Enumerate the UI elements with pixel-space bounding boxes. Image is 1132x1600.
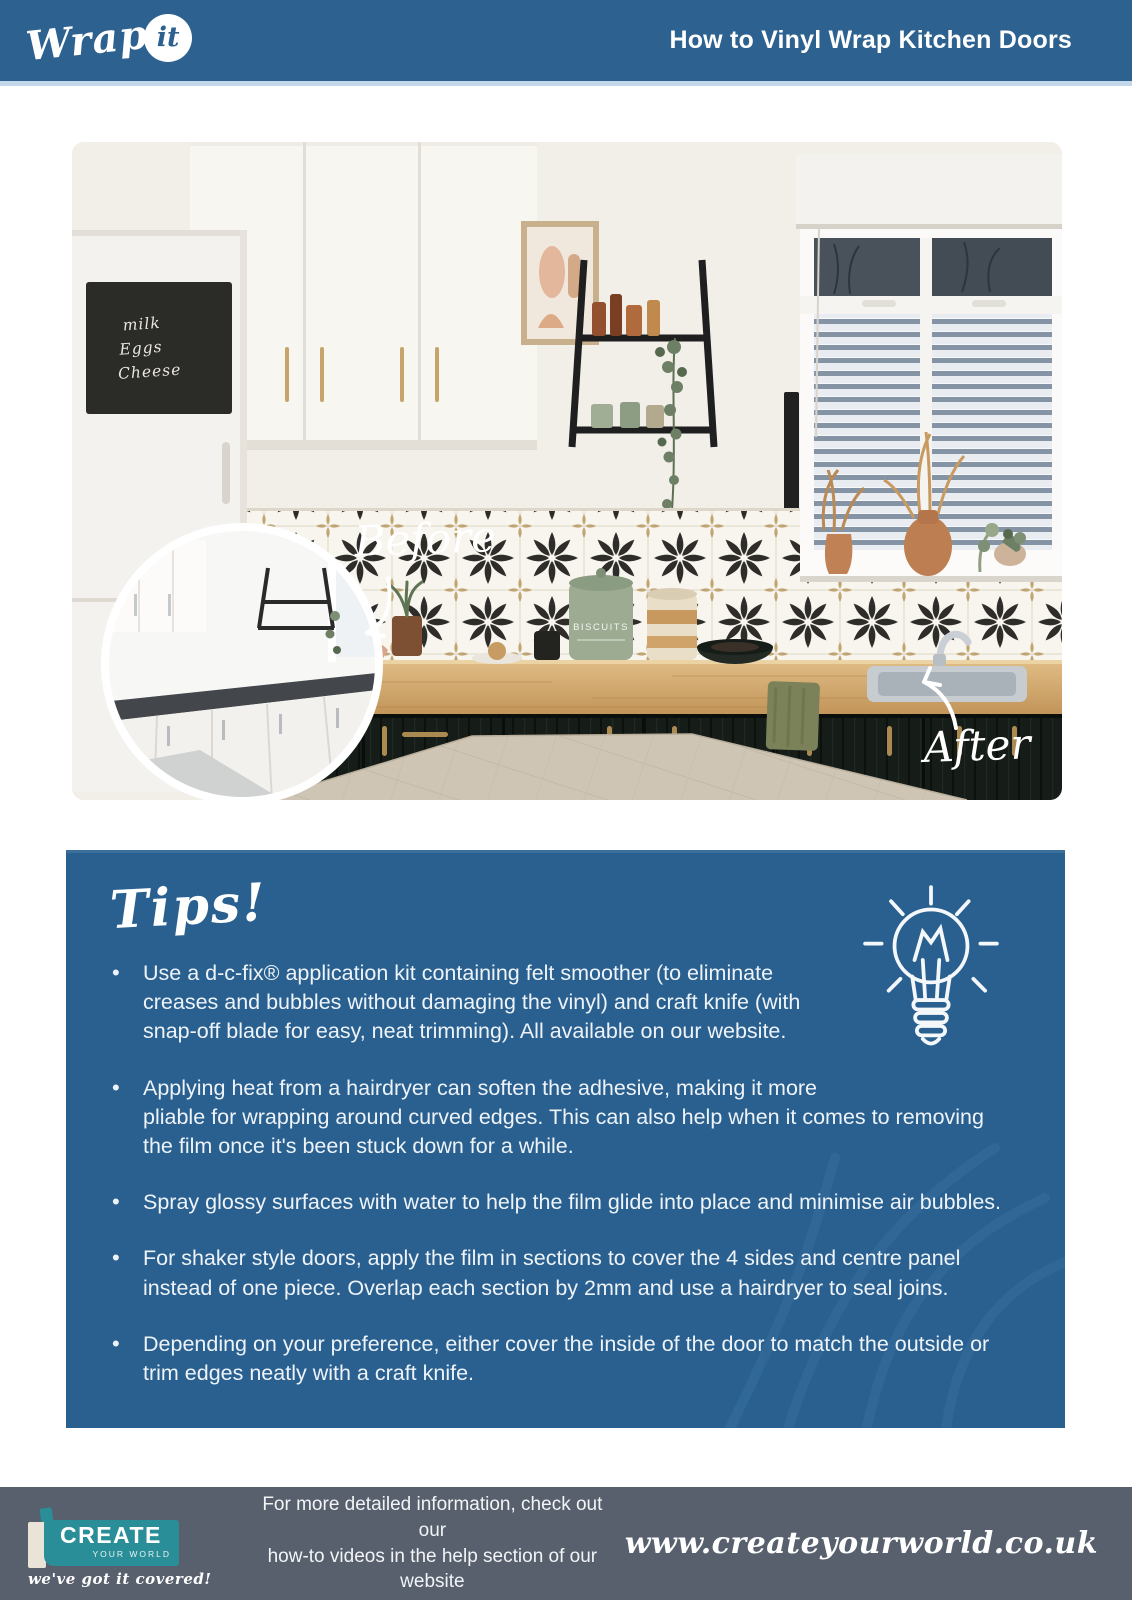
- chalkboard-line: Eggs: [118, 337, 164, 359]
- footer-info-line2: how-to videos in the help section of our website: [267, 1545, 598, 1593]
- wrapit-logo-badge: it: [144, 14, 192, 62]
- biscuit-tin-label: BISCUITS: [573, 622, 629, 633]
- wrapit-logo-word: Wrap: [23, 10, 151, 71]
- kitchen-photo: [72, 142, 1062, 800]
- tip-item: • Use a d-c-fix® application kit containing felt smoother (to eliminate creases and bubbles without damaging the vinyl) and craft knife (with snap-off blade for easy, neat trimming). All available on our website.: [110, 959, 1013, 1047]
- create-your-world-logo: [28, 1496, 240, 1592]
- chalkboard-line: milk: [122, 313, 162, 335]
- chalkboard-line: Cheese: [117, 360, 182, 383]
- tip-item: • For shaker style doors, apply the film in sections to cover the 4 sides and centre panel instead of one piece. Overlap each section by 2mm and use a hairdryer to seal joins.: [110, 1244, 1013, 1302]
- footer-bar: [0, 1487, 1132, 1600]
- tip-item: • Spray glossy surfaces with water to help the film glide into place and minimise air bubbles.: [110, 1188, 1013, 1217]
- striped-canister: [647, 588, 697, 660]
- logo-subtitle: YOUR WORLD: [92, 1548, 171, 1559]
- tips-list: [110, 959, 1037, 1389]
- after-label: After: [922, 719, 1032, 772]
- tips-panel: [66, 850, 1065, 1428]
- logo-box: [44, 1520, 179, 1566]
- roller-blind: [796, 154, 1062, 228]
- page-title: How to Vinyl Wrap Kitchen Doors: [669, 26, 1072, 54]
- footer-info-line1: For more detailed information, check out our: [262, 1494, 603, 1541]
- kitchen-photo-art: [72, 142, 1062, 800]
- towel: [766, 681, 820, 751]
- before-label: Before: [353, 512, 497, 566]
- header-bar: [0, 0, 1132, 86]
- wrapit-logo: [23, 10, 192, 71]
- logo-name: CREATE: [60, 1521, 162, 1548]
- footer-website-url[interactable]: www.createyourworld.co.uk: [624, 1526, 1098, 1561]
- tip-item: • Applying heat from a hairdryer can soften the adhesive, making it more pliable for wrapping around curved edges. This can also help when it comes to removing the film once it's been stuck down for a while.: [110, 1074, 1013, 1162]
- footer-info-text: [240, 1492, 625, 1595]
- window-blinds: [814, 314, 920, 552]
- biscuit-tin: [569, 568, 633, 660]
- tip-item: • Depending on your preference, either cover the inside of the door to match the outside or trim edges neatly with a craft knife.: [110, 1330, 1013, 1388]
- tips-heading: Tips!: [108, 871, 269, 942]
- logo-tagline: we've got it covered!: [28, 1569, 212, 1588]
